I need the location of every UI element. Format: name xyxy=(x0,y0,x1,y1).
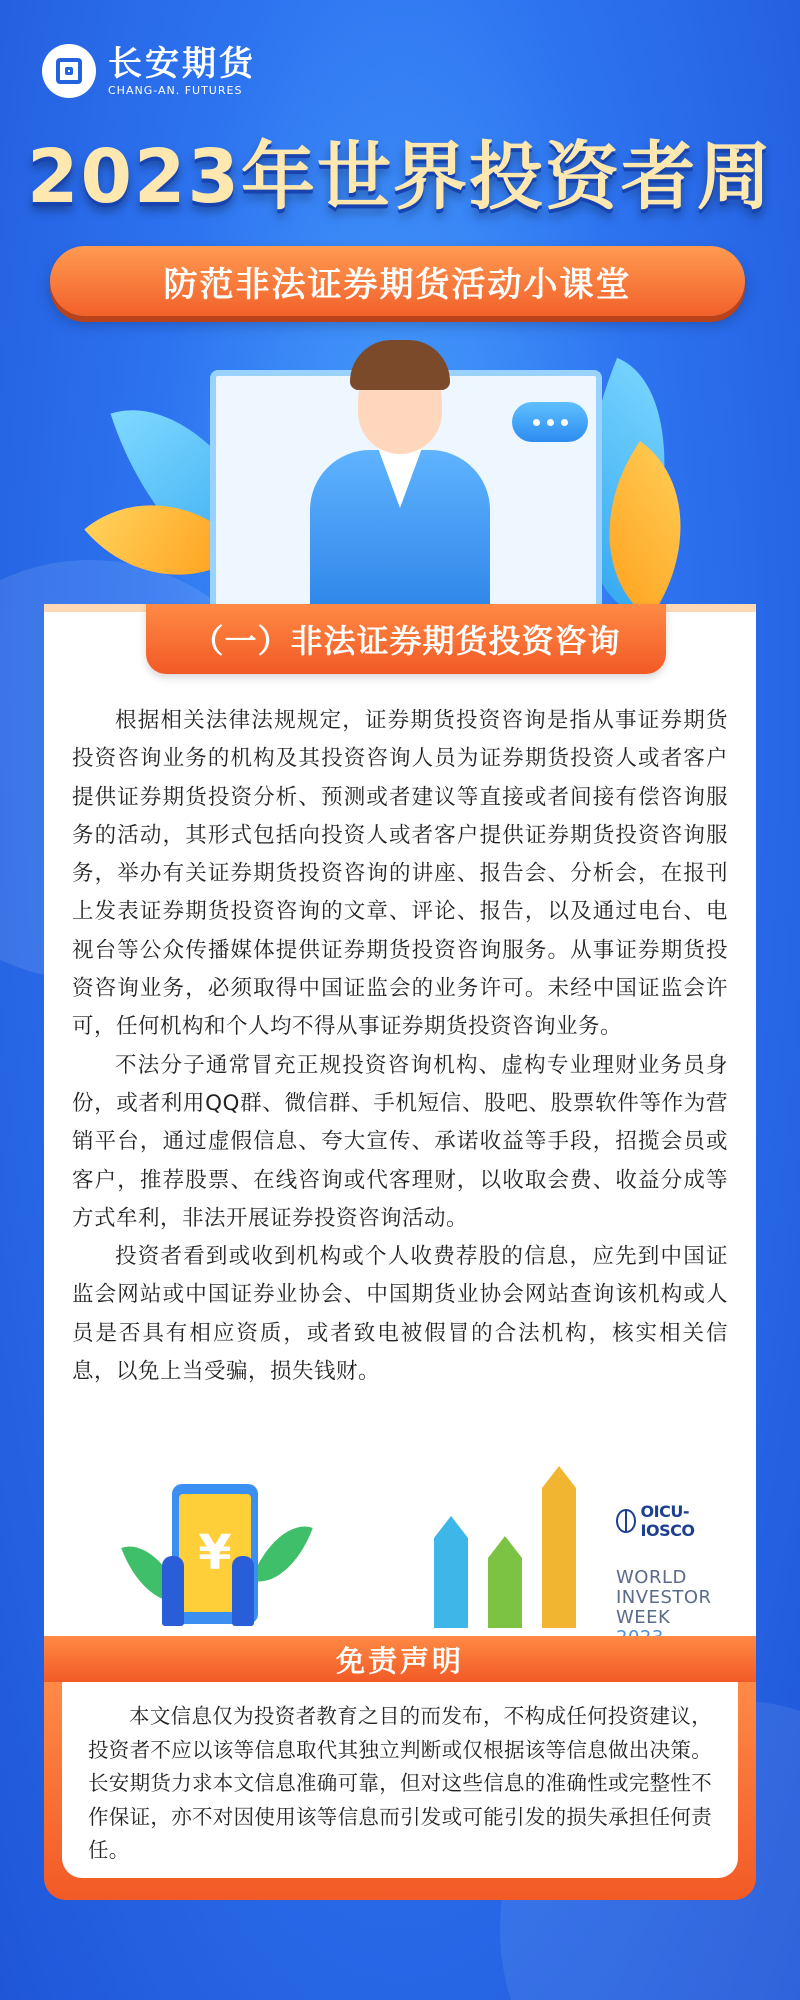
wiw-line: INVESTOR xyxy=(616,1587,712,1608)
pencil-icon xyxy=(434,1516,468,1628)
paragraph: 不法分子通常冒充正规投资咨询机构、虚构专业理财业务员身份，或者利用QQ群、微信群、手机短信、股吧、股票软件等作为营销平台，通过虚假信息、夸大宣传、承诺收益等手段，招揽会员或客户，推荐股票、在线咨询或代客理财，以收取会费、收益分成等方式牟利，非法开展证券投资咨询活动。 xyxy=(72,1052,728,1231)
investment-illustration xyxy=(132,1484,302,1634)
wiw-line: WORLD xyxy=(616,1567,687,1588)
disclaimer-text: 本文信息仅为投资者教育之目的而发布，不构成任何投资建议，投资者不应以该等信息取代其独立判断或仅根据该等信息做出决策。长安期货力求本文信息准确可靠，但对这些信息的准确性或完整性不作保证，亦不对因使用该等信息而引发或可能引发的损失承担任何责任。 xyxy=(88,1704,712,1863)
globe-icon xyxy=(616,1509,636,1533)
subtitle-banner xyxy=(50,246,745,316)
chat-bubble-icon xyxy=(512,402,588,442)
article-body xyxy=(72,702,728,1391)
subtitle-text: 防范非法证券期货活动小课堂 xyxy=(163,264,632,305)
pencil-icon xyxy=(488,1536,522,1628)
world-investor-week-logo xyxy=(430,1482,720,1632)
disclaimer-title: 免责声明 xyxy=(335,1643,464,1678)
content-card xyxy=(44,604,756,1636)
presenter-figure xyxy=(300,340,500,610)
section-title: （一）非法证券期货投资咨询 xyxy=(191,622,621,660)
hero-illustration xyxy=(110,330,700,610)
leaf-icon xyxy=(251,1514,313,1593)
paragraph: 根据相关法律法规规定，证券期货投资咨询是指从事证券期货投资咨询业务的机构及其投资咨询人员为证券期货投资人或者客户提供证券期货投资分析、预测或者建议等直接或者间接有偿咨询服务的活动，其形式包括向投资人或者客户提供证券期货投资咨询服务，举办有关证券期货投资咨询的讲座、报告会、分析会，在报刊上发表证券期货投资咨询的文章、评论、报告，以及通过电台、电视台等公众传播媒体提供证券期货投资咨询服务。从事证券期货投资咨询业务，必须取得中国证监会的业务许可。未经中国证监会许可，任何机构和个人均不得从事证券期货投资咨询业务。 xyxy=(72,708,728,1040)
logo-name-cn: 长安期货 xyxy=(108,43,256,84)
logo-emblem-icon xyxy=(42,44,96,98)
page-title: 2023年世界投资者周 xyxy=(27,134,773,220)
wiw-line: WEEK xyxy=(616,1607,671,1628)
disclaimer-box xyxy=(44,1682,756,1900)
pencil-graphic xyxy=(430,1488,600,1628)
pencil-icon xyxy=(542,1466,576,1628)
yuan-symbol: ¥ xyxy=(179,1494,251,1612)
paragraph: 投资者看到或收到机构或个人收费荐股的信息，应先到中国证监会网站或中国证券业协会、中国期货业协会网站查询该机构或人员是否具有相应资质，或者致电被假冒的合法机构，核实相关信息，以免上当受骗，损失钱财。 xyxy=(72,1244,728,1385)
logo-name-en: CHANG-AN. FUTURES xyxy=(108,83,243,97)
disclaimer-header xyxy=(44,1636,756,1682)
brand-logo xyxy=(42,44,256,98)
iosco-logo xyxy=(616,1502,720,1540)
person-figure xyxy=(232,1556,254,1626)
iosco-label: OICU-IOSCO xyxy=(640,1502,695,1540)
section-header xyxy=(146,604,666,674)
person-figure xyxy=(162,1556,184,1626)
